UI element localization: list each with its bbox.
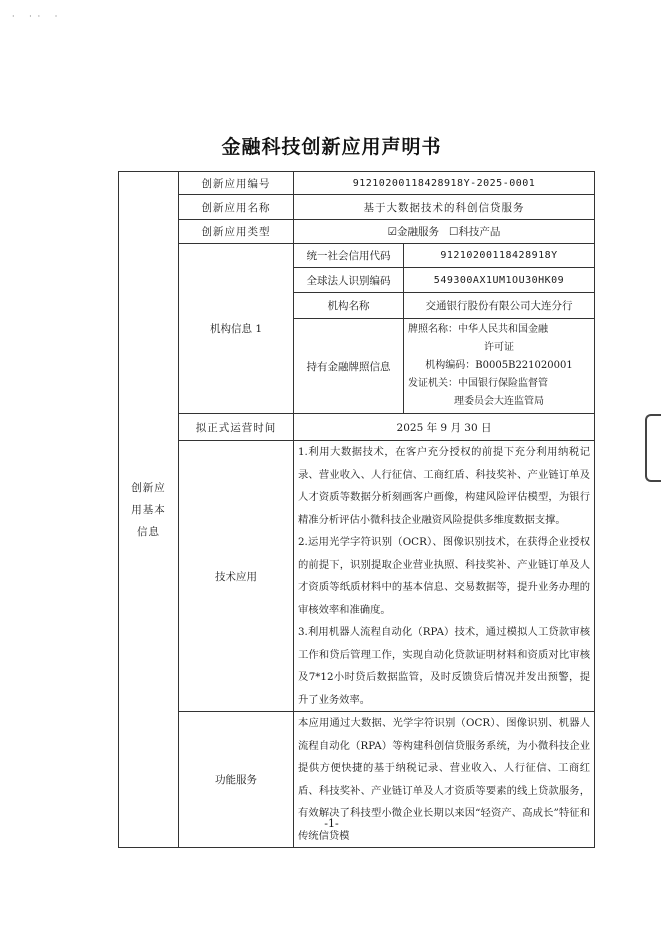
tech-paragraph-3: 3.利用机器人流程自动化（RPA）技术，通过模拟人工贷款审核工作和贷后管理工作，实现自动化贷款证明材料和资质对比审核及7*12小时贷后数据监管，及时反馈贷后情况并发出预警，提升了业务效率。 — [298, 626, 591, 706]
tech-paragraph-2: 2.运用光学字符识别（OCR）、图像识别技术，在获得企业授权的前提下，识别提取企业营业执照、科技奖补、产业链订单及人才资质等纸质材料中的基本信息、交易数据等，提升业务办理的审核效率和准确度。 — [298, 536, 591, 616]
license-name-line1: 牌照名称：中华人民共和国金融 — [408, 324, 548, 335]
scan-specks: · ·· · — [12, 12, 64, 21]
launch-value: 2025 年 9 月 30 日 — [294, 414, 595, 441]
row-launch-date — [119, 414, 595, 441]
org-name-value: 交通银行股份有限公司大连分行 — [404, 293, 595, 319]
document-title: 金融科技创新应用声明书 — [221, 136, 442, 158]
row-tech — [119, 441, 595, 712]
app-name-value: 基于大数据技术的科创信贷服务 — [294, 195, 595, 220]
license-label: 持有金融牌照信息 — [294, 319, 404, 414]
row-app-type — [119, 220, 595, 244]
type-option-tech: 科技产品 — [458, 226, 501, 238]
tech-label: 技术应用 — [179, 441, 294, 712]
app-name-label: 创新应用名称 — [179, 195, 294, 220]
credit-code-value: 91210200118428918Y — [404, 244, 595, 268]
row-app-name — [119, 195, 595, 220]
tech-content — [294, 441, 595, 712]
checkbox-checked-icon: ☑ — [387, 226, 397, 238]
license-name-line2: 许可证 — [484, 342, 514, 353]
app-type-options — [294, 220, 595, 244]
function-label: 功能服务 — [179, 712, 294, 848]
issuer-line2: 理委员会大连监管局 — [454, 396, 544, 407]
lei-value: 549300AX1UM1OU30HK09 — [404, 268, 595, 293]
type-option-finance: 金融服务 — [397, 226, 439, 238]
app-id-label: 创新应用编号 — [179, 172, 294, 195]
page-number: -1- — [324, 817, 339, 830]
institution-label: 机构信息 1 — [179, 244, 294, 414]
row-credit-code — [119, 244, 595, 268]
tech-paragraph-1: 1.利用大数据技术，在客户充分授权的前提下充分利用纳税记录、营业收入、人行征信、工商红盾、科技奖补、产业链订单及人才资质等数据分析刻画客户画像，构建风险评估模型，为银行精准分析评估小微科技企业融资风险提供多维度数据支撑。 — [298, 446, 591, 526]
license-number: 机构编码：B0005B221020001 — [425, 360, 573, 371]
row-app-id — [119, 172, 595, 195]
binder-clip-mark — [645, 414, 661, 482]
checkbox-unchecked-icon: ☐ — [449, 226, 459, 238]
credit-code-label: 统一社会信用代码 — [294, 244, 404, 268]
declaration-table — [118, 171, 595, 848]
lei-label: 全球法人识别编码 — [294, 268, 404, 293]
app-id-value: 91210200118428918Y-2025-0001 — [294, 172, 595, 195]
function-paragraph-1: 本应用通过大数据、光学字符识别（OCR）、图像识别、机器人流程自动化（RPA）等构建科创信贷服务系统，为小微科技企业提供方便快捷的基于纳税记录、营业收入、人行征信、工商红盾、科技奖补、产业链订单及人才资质等要素的线上贷款服务，有效解决了科技型小微企业长期以来因“轻资产、高成长”特征和传统信贷模 — [298, 717, 591, 842]
issuer-line1: 发证机关：中国银行保险监督管 — [408, 378, 548, 389]
launch-label: 拟正式运营时间 — [179, 414, 294, 441]
license-info — [404, 319, 595, 414]
app-type-label: 创新应用类型 — [179, 220, 294, 244]
side-label: 创新应用基本信息 — [119, 172, 179, 848]
org-name-label: 机构名称 — [294, 293, 404, 319]
